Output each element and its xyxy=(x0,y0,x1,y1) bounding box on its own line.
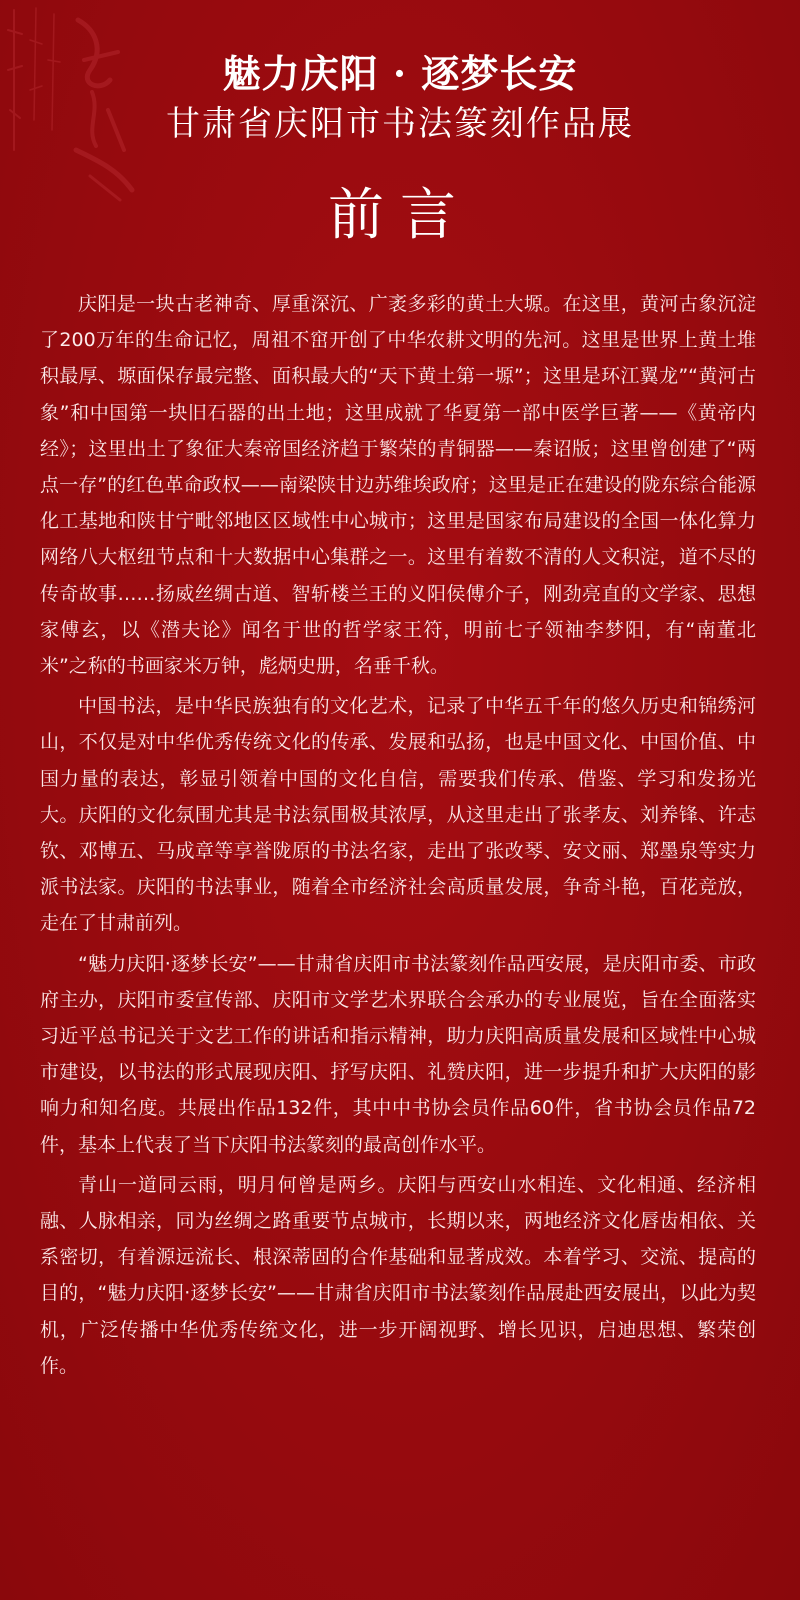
preface-body xyxy=(40,286,756,1388)
preface-paragraph-2: 中国书法，是中华民族独有的文化艺术，记录了中华五千年的悠久历史和锦绣河山，不仅是对中华优秀传统文化的传承、发展和弘扬，也是中国文化、中国价值、中国力量的表达，彰显引领着中国的文化自信，需要我们传承、借鉴、学习和发扬光大。庆阳的文化氛围尤其是书法氛围极其浓厚，从这里走出了张孝友、刘养锋、许志钦、邓博五、马成章等享誉陇原的书法名家，走出了张改琴、安文丽、郑墨泉等实力派书法家。庆阳的书法事业，随着全市经济社会高质量发展，争奇斗艳，百花竞放，走在了甘肃前列。 xyxy=(40,695,756,935)
preface-paragraph-4: 青山一道同云雨，明月何曾是两乡。庆阳与西安山水相连、文化相通、经济相融、人脉相亲，同为丝绸之路重要节点城市，长期以来，两地经济文化唇齿相依、关系密切，有着源远流长、根深蒂固的合作基础和显著成效。本着学习、交流、提高的目的，“魅力庆阳·逐梦长安”——甘肃省庆阳市书法篆刻作品展赴西安展出，以此为契机，广泛传播中华优秀传统文化，进一步开阔视野、增长见识，启迪思想、繁荣创作。 xyxy=(40,1173,756,1377)
exhibition-title: 魅力庆阳 · 逐梦长安 xyxy=(222,51,578,96)
preface-heading: 前言 xyxy=(328,183,472,248)
preface-paragraph-3: “魅力庆阳·逐梦长安”——甘肃省庆阳市书法篆刻作品西安展，是庆阳市委、市政府主办，庆阳市委宣传部、庆阳市文学艺术界联合会承办的专业展览，旨在全面落实习近平总书记关于文艺工作的讲话和指示精神，助力庆阳高质量发展和区域性中心城市建设，以书法的形式展现庆阳、抒写庆阳、礼赞庆阳，进一步提升和扩大庆阳的影响力和知名度。共展出作品132件，其中中书协会员作品60件，省书协会员作品72件，基本上代表了当下庆阳书法篆刻的最高创作水平。 xyxy=(40,952,756,1156)
poster-header xyxy=(0,52,800,144)
exhibition-subtitle: 甘肃省庆阳市书法篆刻作品展 xyxy=(166,104,634,144)
preface-paragraph-1: 庆阳是一块古老神奇、厚重深沉、广袤多彩的黄土大塬。在这里，黄河古象沉淀了200万年的生命记忆，周祖不窋开创了中华农耕文明的先河。这里是世界上黄土堆积最厚、塬面保存最完整、面积最大的“天下黄土第一塬”；这里是环江翼龙”“黄河古象”和中国第一块旧石器的出土地；这里成就了华夏第一部中医学巨著——《黄帝内经》；这里出土了象征大秦帝国经济趋于繁荣的青铜器——秦诏版；这里曾创建了“两点一存”的红色革命政权——南梁陕甘边苏维埃政府；这里是正在建设的陇东综合能源化工基地和陕甘宁毗邻地区区域性中心城市；这里是国家布局建设的全国一体化算力网络八大枢纽节点和十大数据中心集群之一。这里有着数不清的人文积淀，道不尽的传奇故事……扬威丝绸古道、智斩楼兰王的义阳侯傅介子，刚劲亮直的文学家、思想家傅玄，以《潜夫论》闻名于世的哲学家王符，明前七子领袖李梦阳，有“南董北米”之称的书画家米万钟，彪炳史册，名垂千秋。 xyxy=(40,293,756,678)
